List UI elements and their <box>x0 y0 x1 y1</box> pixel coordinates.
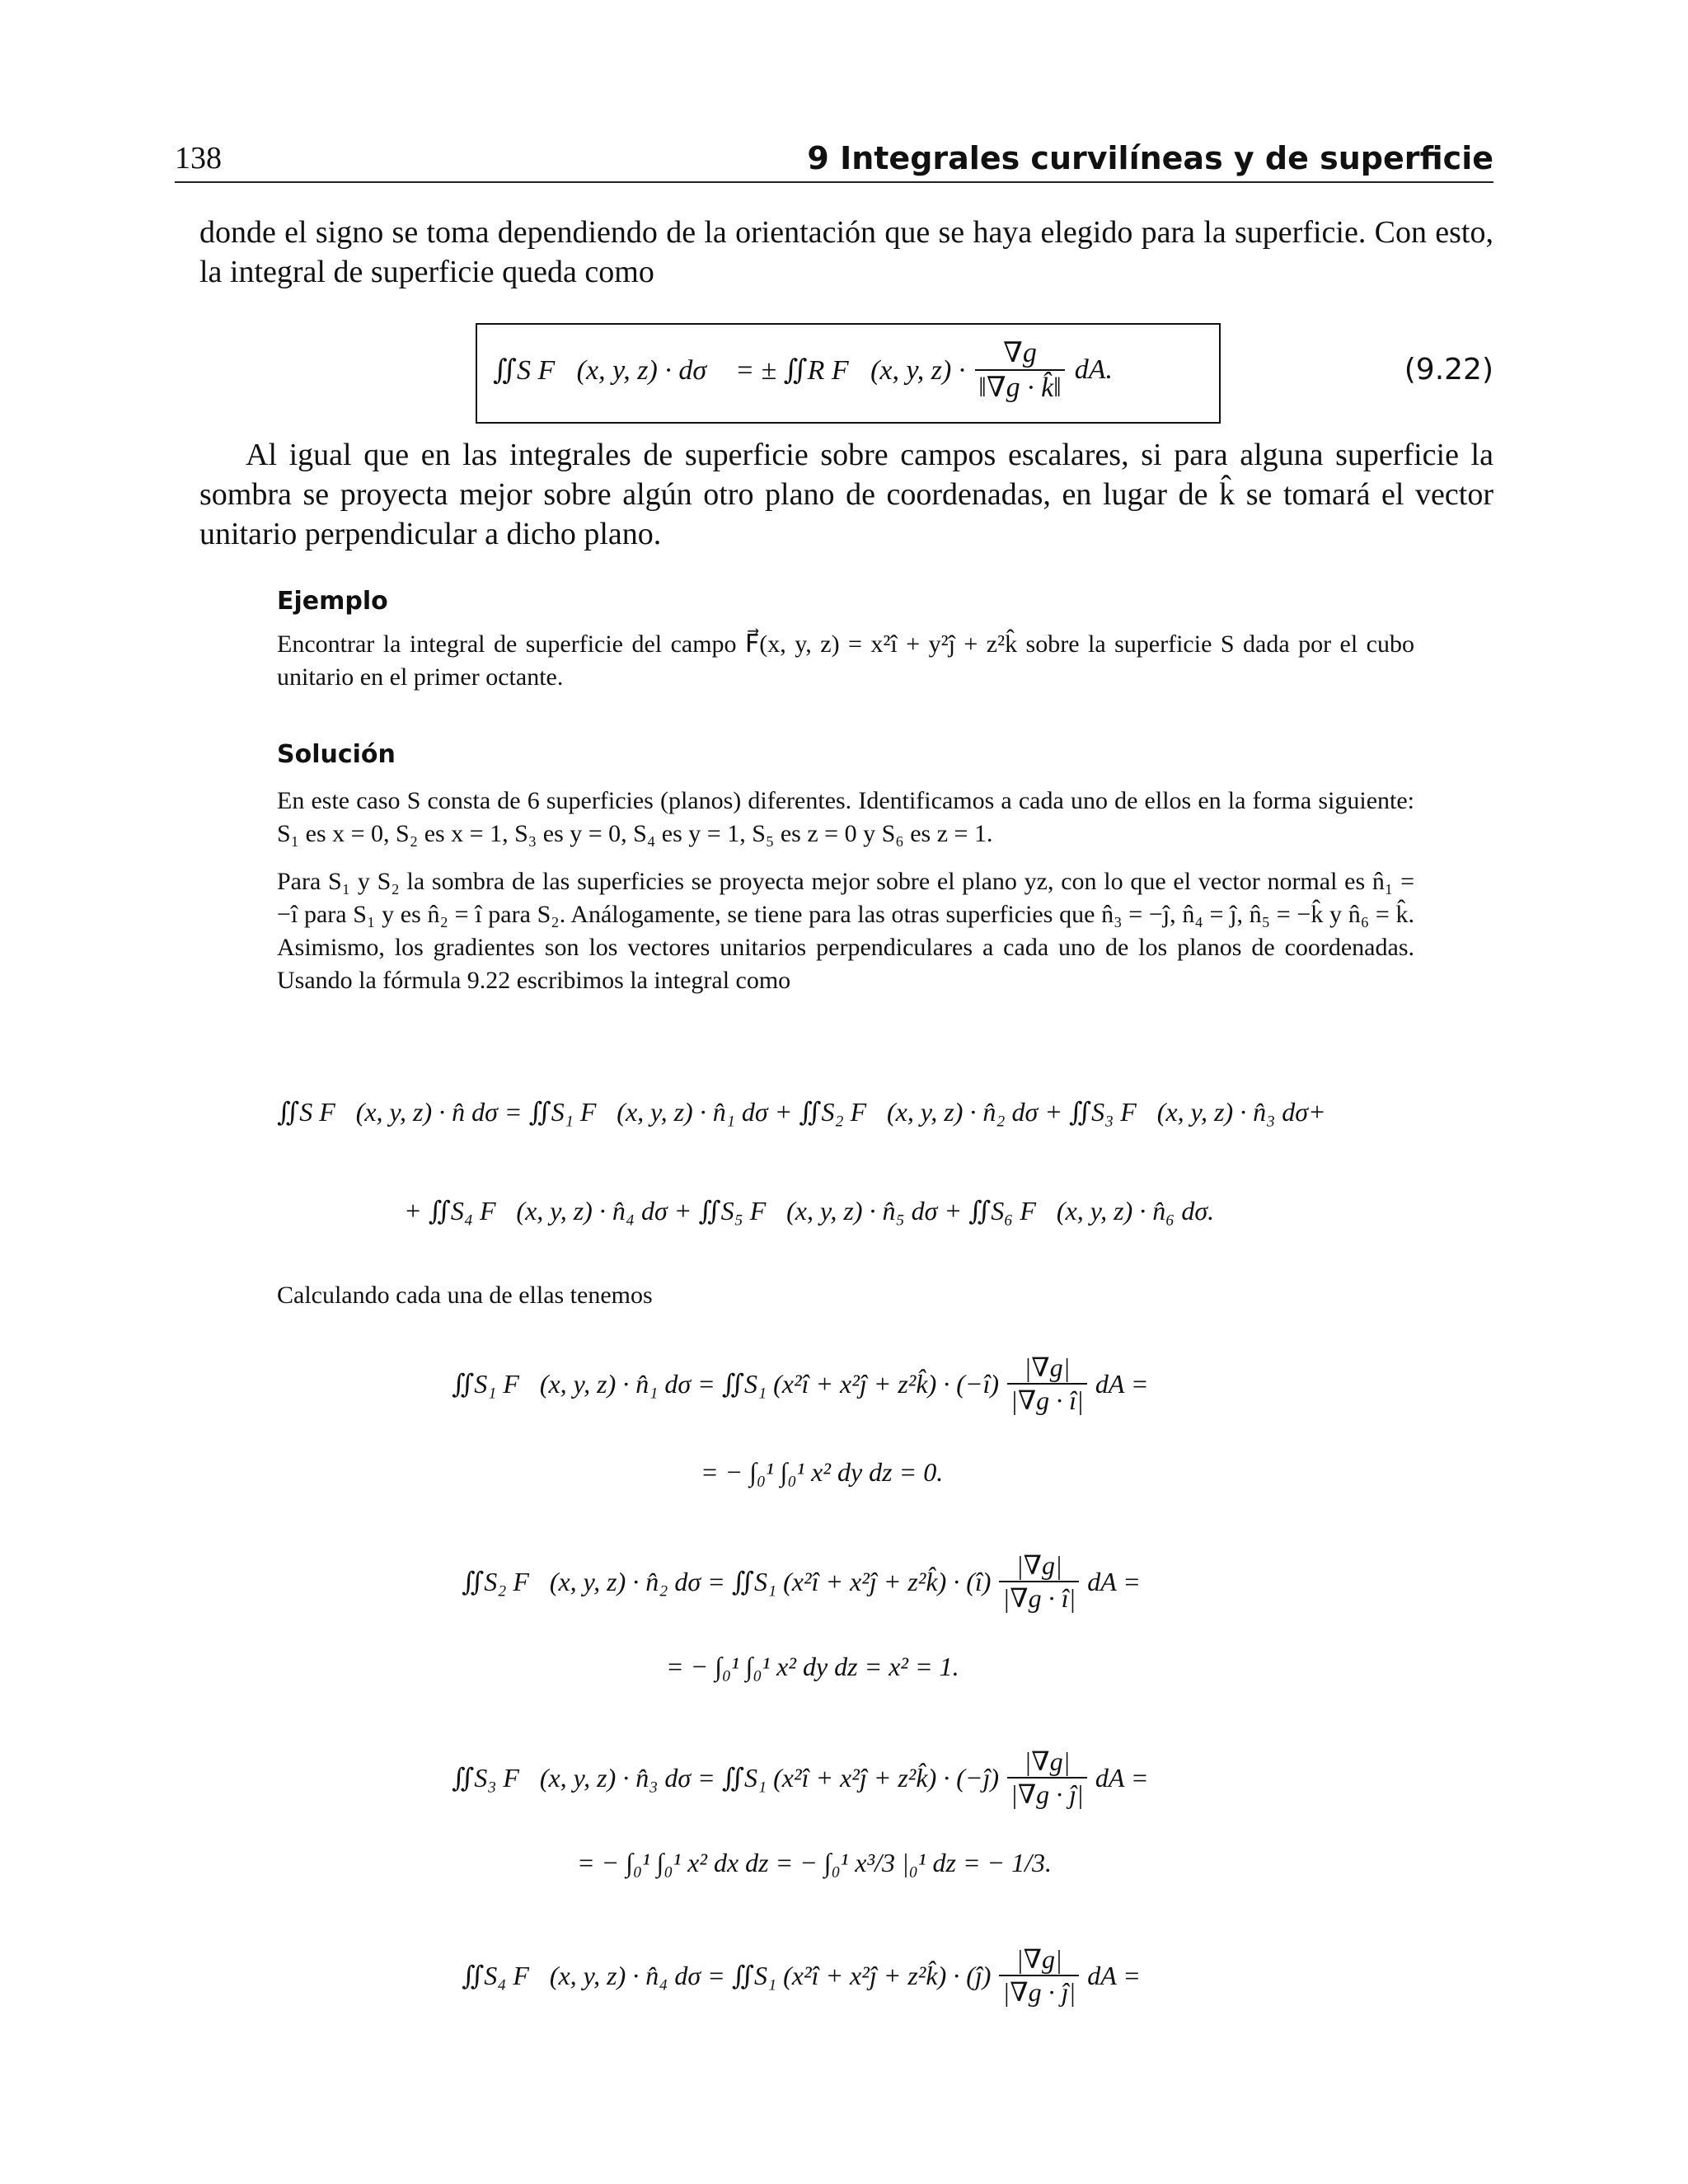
computation-s1-lhs: ∬S₁ F⃗(x, y, z) · n̂₁ dσ = ∬S₁ (x²î + x²ĵ + z²k̂) · (−î) <box>452 1369 1000 1399</box>
computation-s2-result: = − ∫₀¹ ∫₀¹ x² dy dz = x² = 1. <box>666 1652 959 1681</box>
header-rule <box>175 181 1493 183</box>
computation-s2-denominator: |∇g · î| <box>1002 1583 1076 1613</box>
equation-left: ∬S F⃗(x, y, z) · dσ⃗ = ± ∬R F⃗(x, y, z) · <box>493 355 966 386</box>
computation-s3-denominator: |∇g · ĵ| <box>1010 1779 1084 1809</box>
computation-s3-numerator: |∇g| <box>1007 1746 1087 1779</box>
computation-s1-numerator: |∇g| <box>1007 1352 1087 1385</box>
computation-s1 <box>452 1352 1148 1416</box>
computation-s3-lhs: ∬S₃ F⃗(x, y, z) · n̂₃ dσ = ∬S₁ (x²î + x²ĵ + z²k̂) · (−ĵ) <box>452 1763 1000 1793</box>
solution-paragraph-3: Calculando cada una de ellas tenemos <box>277 1282 653 1309</box>
computation-s2-numerator: |∇g| <box>999 1549 1079 1582</box>
computation-s1-tail: dA = <box>1095 1368 1149 1399</box>
paragraph-projection: Al igual que en las integrales de superficie sobre campos escalares, si para alguna superficie la sombra se proyecta mejor sobre algún otro plano de coordenadas, en lugar de k̂ se tomará el vector unitario perpendicular a dicho plano. <box>199 438 1493 551</box>
computation-s4-tail: dA = <box>1087 1960 1141 1990</box>
equation-fraction-numerator: ∇g <box>975 336 1064 371</box>
computation-s4-denominator: |∇g · ĵ| <box>1002 1977 1076 2007</box>
equation-fraction <box>975 336 1064 404</box>
intro-paragraph: donde el signo se toma dependiendo de la orientación que se haya elegido para la superficie. Con esto, la integral de superficie queda como <box>199 215 1493 289</box>
computation-s2-lhs: ∬S₂ F⃗(x, y, z) · n̂₂ dσ = ∬S₁ (x²î + x²ĵ + z²k̂) · (î) <box>462 1567 992 1596</box>
computation-s1-denominator: |∇g · î| <box>1010 1385 1084 1415</box>
computation-s2-tail: dA = <box>1087 1566 1141 1596</box>
computation-s2 <box>462 1549 1141 1614</box>
solution-heading: Solución <box>277 740 396 769</box>
computation-s3-tail: dA = <box>1095 1762 1149 1793</box>
computation-s2-fraction <box>999 1549 1079 1614</box>
equation-number: (9.22) <box>1404 353 1493 387</box>
equation-fraction-denominator: ‖∇g · k̂‖ <box>978 373 1062 403</box>
computation-s1-fraction <box>1007 1352 1087 1416</box>
computation-s4-lhs: ∬S₄ F⃗(x, y, z) · n̂₄ dσ = ∬S₁ (x²î + x²ĵ + z²k̂) · (ĵ) <box>462 1961 992 1990</box>
computation-s1-result: = − ∫₀¹ ∫₀¹ x² dy dz = 0. <box>701 1457 944 1487</box>
sum-equation-line-2: + ∬S₄ F⃗(x, y, z) · n̂₄ dσ + ∬S₅ F⃗(x, y, z) · n̂₅ dσ + ∬S₆ F⃗(x, y, z) · n̂₆ dσ. <box>404 1196 1215 1226</box>
chapter-title: 9 Integrales curvilíneas y de superficie <box>807 140 1493 176</box>
page-number: 138 <box>175 141 222 176</box>
computation-s3-result: = − ∫₀¹ ∫₀¹ x² dx dz = − ∫₀¹ x³/3 |₀¹ dz = − 1/3. <box>577 1848 1053 1877</box>
computation-s4 <box>462 1943 1141 2008</box>
equation-9-22 <box>493 336 1113 404</box>
solution-paragraph-2: Para S₁ y S₂ la sombra de las superficies se proyecta mejor sobre el plano yz, con lo que el vector normal es n̂₁ = −î para S₁ y es n̂₂ = î para S₂. Análogamente, se tiene para las otras superficies que n̂₃ = −ĵ, n̂₄ = ĵ, n̂₅ = −k̂ y n̂₆ = k̂. Asimismo, los gradientes son los vectores unitarios perpendiculares a cada uno de los planos de coordenadas. Usando la fórmula 9.22 escribimos la integral como <box>277 868 1414 994</box>
solution-paragraph-1: En este caso S consta de 6 superficies (planos) diferentes. Identificamos a cada uno de ellos en la forma siguiente: S₁ es x = 0, S₂ es x = 1, S₃ es y = 0, S₄ es y = 1, S₅ es z = 0 y S₆ es z = 1. <box>277 787 1414 847</box>
computation-s4-numerator: |∇g| <box>999 1943 1079 1976</box>
sum-equation-line-1: ∬S F⃗(x, y, z) · n̂ dσ = ∬S₁ F⃗(x, y, z) · n̂₁ dσ + ∬S₂ F⃗(x, y, z) · n̂₂ dσ + ∬S₃ F⃗(x, y, z) · n̂₃ dσ+ <box>277 1097 1326 1127</box>
computation-s4-fraction <box>999 1943 1079 2008</box>
example-text: Encontrar la integral de superficie del campo F⃗(x, y, z) = x²î + y²ĵ + z²k̂ sobre la superficie S dada por el cubo unitario en el primer octante. <box>277 630 1414 691</box>
computation-s3-fraction <box>1007 1746 1087 1810</box>
equation-tail: dA. <box>1074 354 1114 385</box>
computation-s3 <box>452 1746 1148 1810</box>
example-heading: Ejemplo <box>277 587 388 616</box>
